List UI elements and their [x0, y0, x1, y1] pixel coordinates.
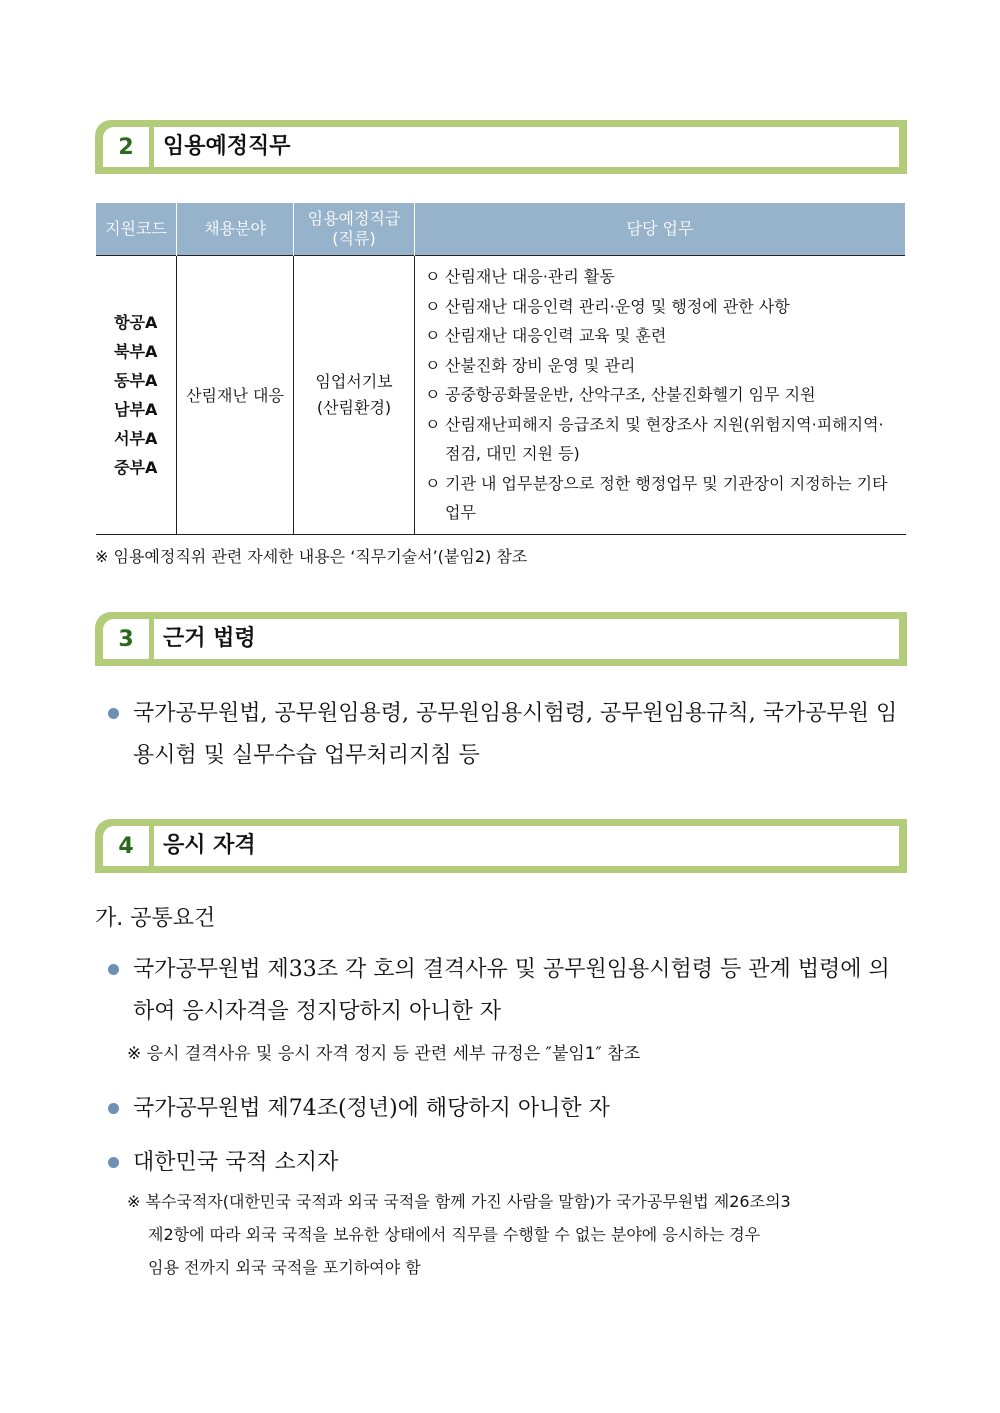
- law-bullet: [108, 693, 908, 777]
- bullet-dot: [108, 1157, 119, 1168]
- code-item: 중부A: [114, 457, 158, 477]
- note-dual-nationality-line1: ※ 복수국적자(대한민국 국적과 외국 국적을 함께 가진 사람을 말함)가 국가공무원법 제26조의3: [127, 1192, 791, 1211]
- duty-table: [95, 203, 906, 535]
- duty-item: ㅇ 산불진화 장비 운영 및 관리: [425, 355, 636, 375]
- section-title: 임용예정직무: [163, 134, 291, 159]
- code-item: 남부A: [114, 399, 158, 419]
- header-code: 지원코드: [96, 203, 177, 256]
- note-job-description: ※ 임용예정직위 관련 자세한 내용은 ‘직무기술서’(붙임2) 참조: [95, 547, 528, 566]
- table-row: [96, 256, 906, 535]
- code-item: 항공A: [114, 312, 158, 332]
- table-header-row: [96, 203, 906, 256]
- section-header-2: [95, 120, 907, 174]
- duty-item: ㅇ 산림재난 대응인력 관리·운영 및 행정에 관한 사항: [425, 296, 790, 316]
- header-grade: 임용예정직급 (직류): [294, 203, 415, 256]
- section-header-3: [95, 612, 907, 666]
- requirement-bullet: [108, 1142, 908, 1184]
- requirement-bullet: [108, 949, 908, 1033]
- law-text: 국가공무원법, 공무원임용령, 공무원임용시험령, 공무원임용규칙, 국가공무원 임용시험 및 실무수습 업무처리지침 등: [133, 701, 898, 768]
- note-disqualification: ※ 응시 결격사유 및 응시 자격 정지 등 관련 세부 규정은 ″붙임1″ 참조: [127, 1044, 641, 1064]
- duty-item: ㅇ 산림재난피해지 응급조치 및 현장조사 지원(위험지역·피해지역·점검, 대민 지원 등): [425, 414, 884, 463]
- section-title: 근거 법령: [163, 626, 256, 651]
- grade-cell: 임업서기보 (산림환경): [294, 256, 415, 535]
- duty-list: [415, 256, 906, 534]
- bullet-dot: [108, 708, 119, 719]
- section-title: 응시 자격: [163, 833, 256, 858]
- code-cell: [96, 256, 177, 535]
- section-number: 3: [118, 626, 134, 652]
- header-field: 채용분야: [177, 203, 294, 256]
- subheading-common-requirements: 가. 공통요건: [95, 906, 216, 931]
- requirement-text: 국가공무원법 제33조 각 호의 결격사유 및 공무원임용시험령 등 관계 법령에 의하여 응시자격을 정지당하지 아니한 자: [133, 957, 890, 1024]
- duty-item: ㅇ 공중항공화물운반, 산악구조, 산불진화헬기 임무 지원: [425, 385, 816, 404]
- requirement-bullet: [108, 1088, 908, 1130]
- requirement-text: 국가공무원법 제74조(정년)에 해당하지 아니한 자: [133, 1096, 610, 1121]
- section-number: 2: [118, 134, 134, 160]
- section-number: 4: [118, 833, 134, 859]
- code-item: 북부A: [114, 341, 158, 361]
- field-cell: 산림재난 대응: [177, 256, 294, 535]
- code-item: 서부A: [114, 428, 158, 448]
- section-header-4: [95, 819, 907, 873]
- requirement-text: 대한민국 국적 소지자: [133, 1150, 339, 1175]
- bullet-dot: [108, 1103, 119, 1114]
- note-dual-nationality-line3: 임용 전까지 외국 국적을 포기하여야 함: [148, 1258, 421, 1277]
- duty-item: ㅇ 산림재난 대응인력 교육 및 훈련: [425, 326, 667, 345]
- header-duties: 담당 업무: [415, 203, 906, 256]
- bullet-dot: [108, 964, 119, 975]
- duty-item: ㅇ 산림재난 대응·관리 활동: [425, 267, 615, 286]
- duties-cell: [415, 256, 906, 535]
- note-dual-nationality-line2: 제2항에 따라 외국 국적을 보유한 상태에서 직무를 수행할 수 없는 분야에 응시하는 경우: [148, 1225, 761, 1244]
- code-item: 동부A: [114, 370, 158, 390]
- duty-item: ㅇ 기관 내 업무분장으로 정한 행정업무 및 기관장이 지정하는 기타 업무: [425, 473, 888, 522]
